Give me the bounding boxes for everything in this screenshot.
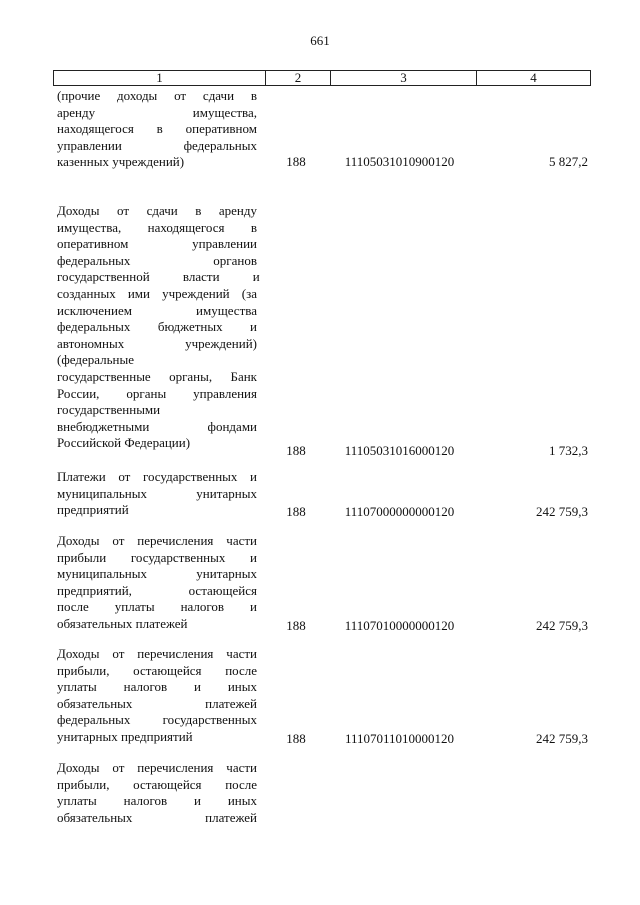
row-description [57,646,257,746]
row-description [57,469,257,519]
description-line: России, органы управления [57,385,257,401]
column-header-2: 2 [266,71,331,85]
description-line: государственными [57,402,161,418]
description-line: федеральных государственных [57,712,257,728]
description-line: унитарных предприятий [57,728,193,744]
description-line: внебюджетными фондами [57,418,257,434]
description-line: государственной власти и [57,269,260,285]
description-line: после уплаты налогов и [57,599,257,615]
description-line: прибыли государственных и [57,549,257,565]
amount: 242 759,3 [536,618,588,633]
description-line: управлении федеральных [57,137,257,153]
budget-classification-code: 11105031010900120 [344,154,455,169]
description-line: аренду имущества, [57,104,257,120]
description-line: автономных учреждений) [57,335,257,351]
row-description [57,203,260,452]
column-header-4: 4 [530,70,537,85]
table-header-row [53,70,591,86]
description-line: прибыли, остающейся после [57,662,257,678]
description-line: Доходы от перечисления части [57,760,257,775]
description-line: казенных учреждений) [57,154,185,170]
budget-classification-code: 11107011010000120 [344,731,455,746]
row-description [57,760,257,826]
amount: 242 759,3 [536,504,588,519]
description-line: (прочие доходы от сдачи в [57,88,257,103]
description-line: Доходы от перечисления части [57,533,257,548]
admin-code: 188 [286,504,306,519]
description-line: исключением имущества [57,302,257,318]
description-line: федеральных бюджетных и [57,319,257,335]
amount: 242 759,3 [536,731,588,746]
description-line: уплаты налогов и иных [57,679,257,695]
description-line: обязательных платежей [57,615,188,631]
description-line: уплаты налогов и иных [57,793,257,809]
description-line: (федеральные [57,352,134,368]
description-line: Платежи от государственных и [57,469,257,484]
column-header-1: 1 [54,71,266,85]
description-line: имущества, находящегося в [57,219,257,235]
row-description [57,533,257,633]
description-line: находящегося в оперативном [57,121,257,137]
row-description [57,88,257,171]
description-line: предприятий, остающейся [57,582,257,598]
description-line: оперативном управлении [57,236,257,252]
description-line: муниципальных унитарных [57,485,257,501]
admin-code: 188 [286,154,306,169]
amount: 1 732,3 [549,443,588,458]
admin-code: 188 [286,618,306,633]
admin-code: 188 [286,731,306,746]
description-line: созданных ими учреждений (за [57,285,257,301]
description-line: Российской Федерации) [57,435,191,451]
column-header-3: 3 [331,71,477,85]
budget-classification-code: 11107000000000120 [344,504,455,519]
budget-classification-code: 11105031016000120 [344,443,455,458]
admin-code: 188 [286,443,306,458]
amount: 5 827,2 [549,154,588,169]
description-line: обязательных платежей [57,695,257,711]
page-number: 661 [310,33,330,48]
description-line: федеральных органов [57,252,257,268]
description-line: предприятий [57,502,129,518]
description-line: Доходы от перечисления части [57,646,257,661]
description-line: прибыли, остающейся после [57,776,257,792]
description-line: государственные органы, Банк [57,368,257,384]
description-line: муниципальных унитарных [57,566,257,582]
description-line: обязательных платежей [57,809,257,825]
description-line: Доходы от сдачи в аренду [57,203,257,218]
budget-classification-code: 11107010000000120 [344,618,455,633]
